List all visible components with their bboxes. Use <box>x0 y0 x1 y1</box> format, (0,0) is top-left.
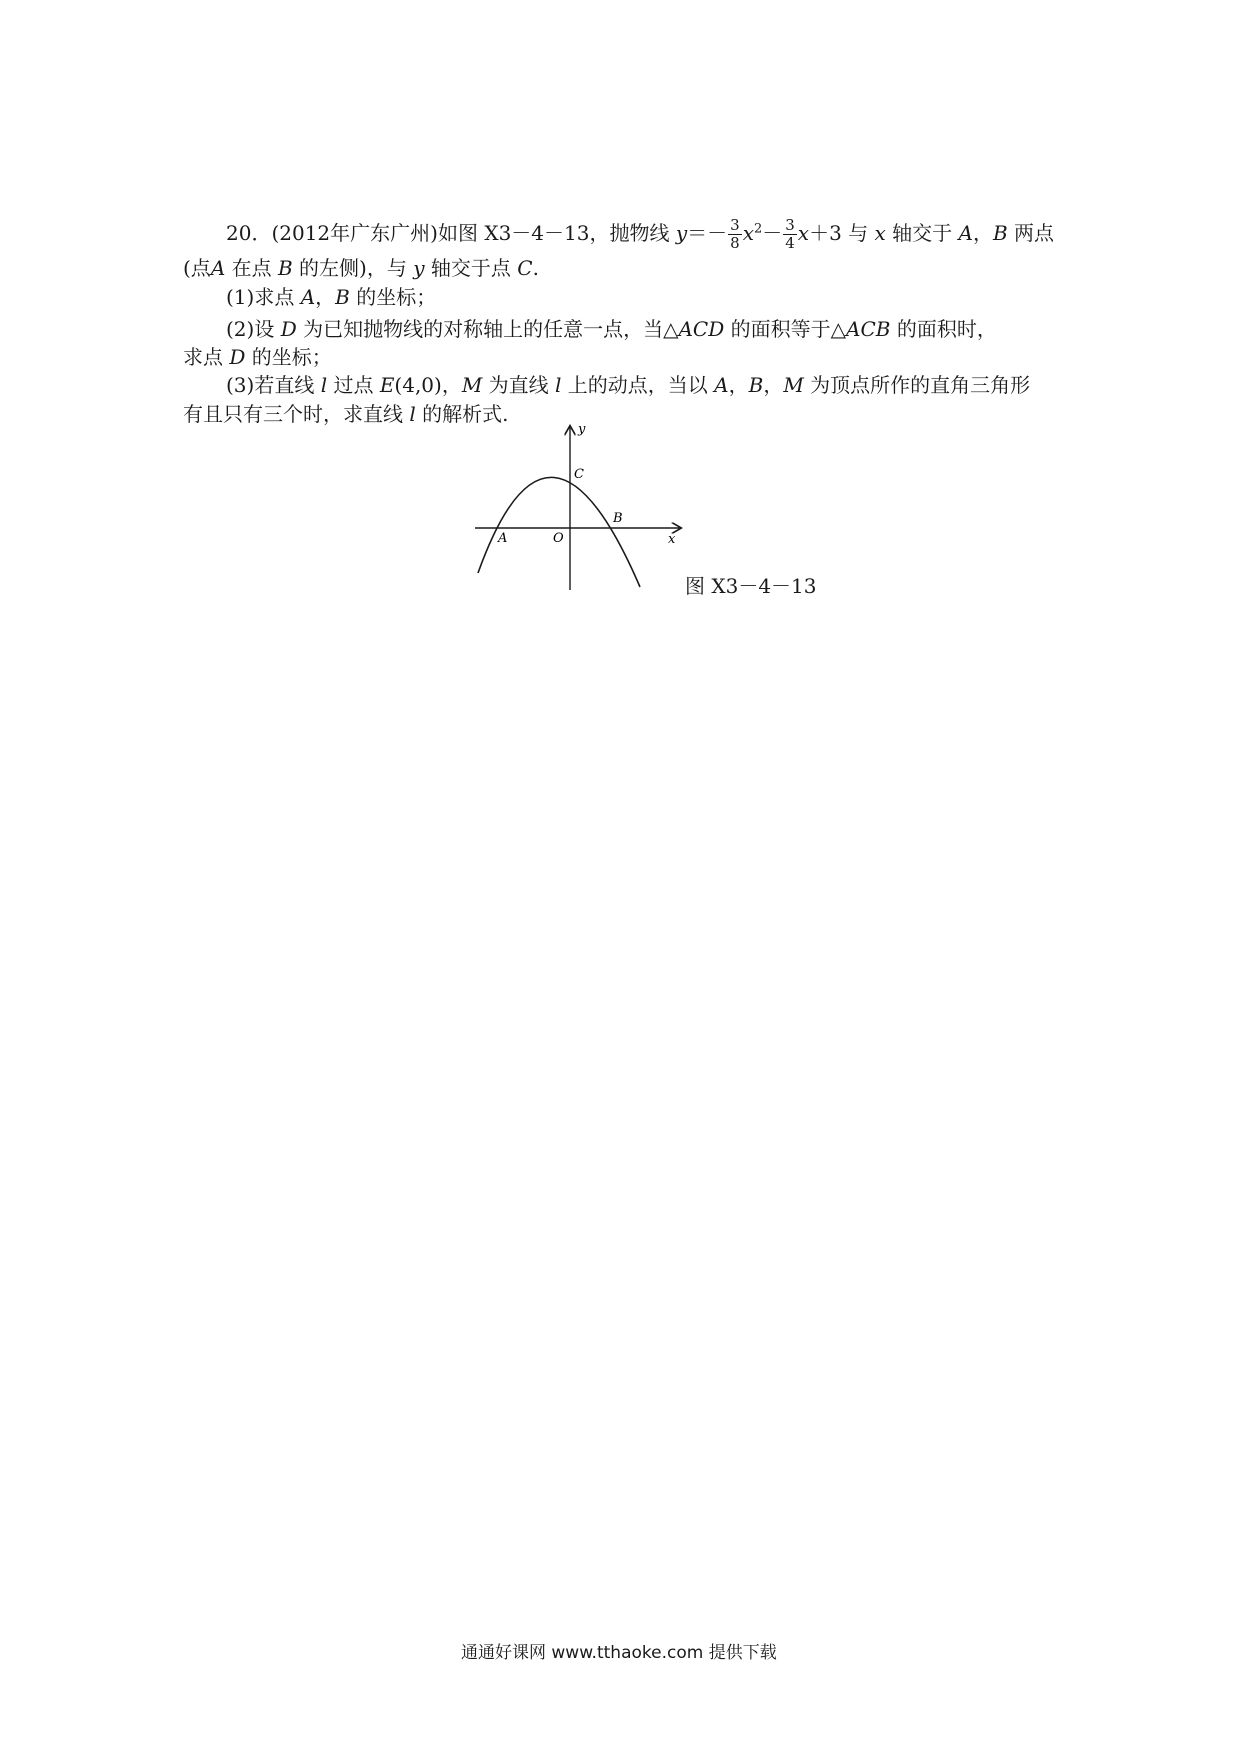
q3-s1: ， <box>728 373 749 397</box>
line2-b: 在点 <box>225 256 278 280</box>
q3-text-f: 为顶点所作的直角三角形 <box>803 373 1031 397</box>
q1-sep: ， <box>315 285 336 309</box>
eq-tail: ＋3 与 <box>809 221 875 245</box>
q2-point-d2: D <box>229 345 246 369</box>
q3-line2-a: 有且只有三个时，求直线 <box>183 402 410 426</box>
q3-point-b: B <box>748 373 764 397</box>
point-b: B <box>992 221 1008 245</box>
problem-stem: 如图 X3－4－13，抛物线 <box>437 221 676 245</box>
label-y: y <box>578 422 586 437</box>
q3-text-e: 上的动点，当以 <box>561 373 715 397</box>
q3-line-l2: l <box>555 373 562 397</box>
q2-text-a: (2)设 <box>226 317 281 341</box>
q3-text-c: (4,0)， <box>394 373 462 397</box>
footer-text: 通通好课网 www.tthaoke.com 提供下载 <box>461 1643 777 1663</box>
label-c: C <box>574 467 584 482</box>
stem-c: 两点 <box>1007 221 1055 245</box>
line2-end: . <box>532 256 539 280</box>
q2-triangle-acd: ACD <box>678 317 725 341</box>
q3-line-l: l <box>320 373 328 397</box>
q3-point-m2: M <box>783 373 804 397</box>
problem-line-1 <box>226 217 1054 252</box>
q3-text-d: 为直线 <box>482 373 556 397</box>
q3-line2-b: 的解析式. <box>415 402 509 426</box>
line2-point-a: A <box>210 256 226 280</box>
question-2-line-2 <box>183 345 332 369</box>
q1-text-a: (1)求点 <box>226 285 301 309</box>
label-b: B <box>613 511 623 526</box>
eq-power: 2 <box>753 221 763 237</box>
line2-a: (点 <box>183 256 211 280</box>
eq-x2: x <box>797 221 810 245</box>
q2-text-b: 为已知抛物线的对称轴上的任意一点，当△ <box>296 317 679 341</box>
figure-caption: 图 X3－4－13 <box>685 574 817 598</box>
q2-text-d: 的面积时， <box>890 317 997 341</box>
fraction-3-4: $\frac{3}{4}$ <box>785 216 795 252</box>
q3-point-e: E <box>379 373 395 397</box>
eq-x: x <box>742 221 754 245</box>
q3-line-l3: l <box>409 402 416 426</box>
q2-line2-a: 求点 <box>183 345 230 369</box>
q3-s2: ， <box>763 373 784 397</box>
question-3-line-2 <box>183 402 508 426</box>
label-x: x <box>668 532 676 547</box>
q1-text-b: 的坐标； <box>349 285 437 309</box>
q3-point-m: M <box>461 373 483 397</box>
q1-point-b: B <box>335 285 350 309</box>
eq-equals: ＝－ <box>687 221 728 245</box>
comma: ， <box>972 221 993 245</box>
q2-point-d: D <box>280 317 297 341</box>
question-2-line-1 <box>226 317 997 341</box>
point-a: A <box>958 221 973 245</box>
problem-line-2 <box>183 256 539 280</box>
label-a: A <box>498 531 508 546</box>
q2-text-c: 的面积等于△ <box>724 317 847 341</box>
line2-y: y <box>413 256 425 280</box>
problem-number: 20． <box>226 221 272 245</box>
q2-line2-b: 的坐标； <box>245 345 332 369</box>
line2-c: 的左侧)，与 <box>292 256 414 280</box>
x-axis-var: x <box>874 221 886 245</box>
problem-source: (2012年广东广州) <box>271 221 438 245</box>
parabola-figure <box>470 415 690 595</box>
question-1 <box>226 285 436 309</box>
q3-text-a: (3)若直线 <box>226 373 321 397</box>
line2-point-b: B <box>277 256 293 280</box>
line2-point-c: C <box>517 256 533 280</box>
question-3-line-1 <box>226 373 1030 397</box>
q3-point-a: A <box>714 373 729 397</box>
eq-minus: － <box>762 221 783 245</box>
line2-d: 轴交于点 <box>424 256 518 280</box>
q1-point-a: A <box>300 285 316 309</box>
eq-y: y <box>675 221 688 245</box>
fraction-3-8: $\frac{3}{8}$ <box>730 216 740 252</box>
q2-triangle-acb: ACB <box>846 317 891 341</box>
q3-text-b: 过点 <box>327 373 380 397</box>
label-o: O <box>553 531 564 546</box>
stem-b: 轴交于 <box>885 221 959 245</box>
